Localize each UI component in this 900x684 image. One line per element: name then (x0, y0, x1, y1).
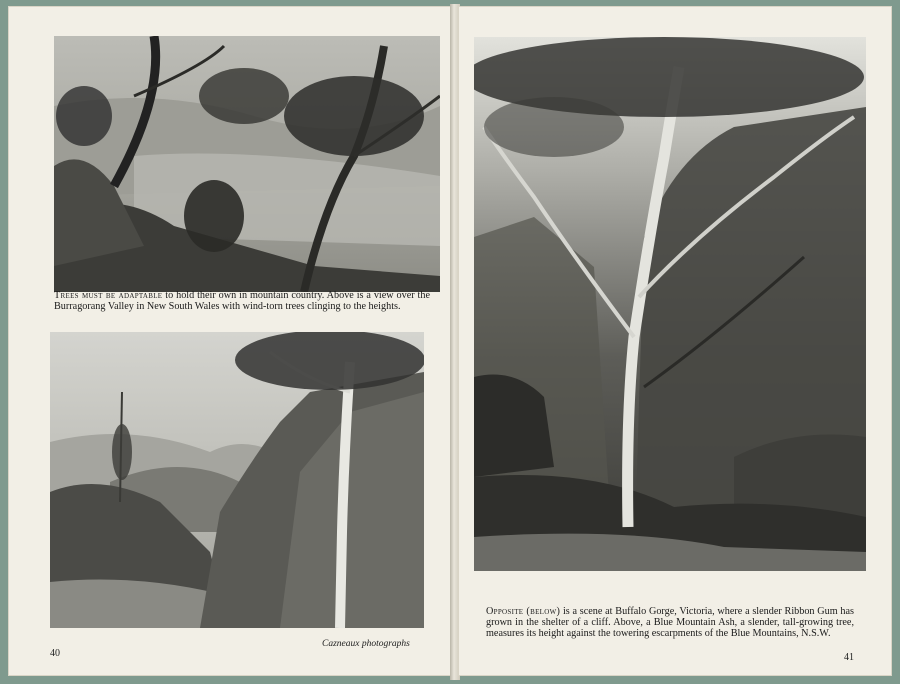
caption-lead: Trees must be adaptable (54, 290, 163, 301)
valley-caption (54, 290, 430, 312)
caption-lead: Opposite (below) (486, 606, 561, 617)
caption-text: is a scene at Buffalo Gorge, Victoria, where a slender Ribbon Gum has grown in the shelter of a cliff. Above, a Blue Mountain Ash, a slender, tall-growing tree, measures its height against the towering escarpments of the Blue Mountains, N.S.W. (486, 606, 854, 639)
page-number-right: 41 (844, 652, 854, 663)
page-number-left: 40 (50, 648, 60, 659)
left-page (8, 6, 452, 676)
burragorang-valley-photo (54, 36, 440, 292)
blue-mountain-ash-photo (474, 37, 866, 571)
caption-text: to hold their own in mountain country. Above is a view over the Burragorang Valley in New South Wales with wind-torn trees clinging to the heights. (54, 290, 430, 312)
buffalo-gorge-photo (50, 332, 424, 628)
photo-credit: Cazneaux photographs (322, 639, 410, 649)
ash-caption (486, 606, 854, 639)
right-page (458, 6, 892, 676)
